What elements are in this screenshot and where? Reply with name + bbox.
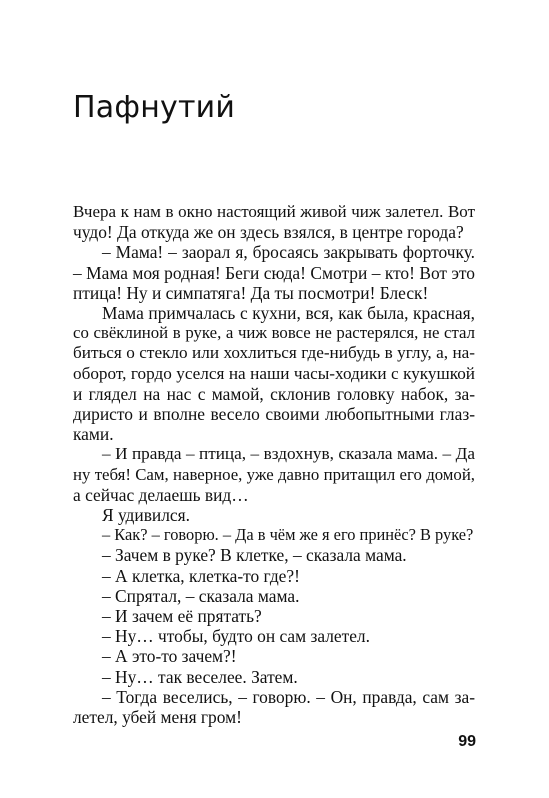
text-line: – И правда – птица, – вздохнув, сказала мама. – Да (102, 444, 475, 464)
text-line: диристо и вполне весело своими любопытными глаз- (73, 404, 475, 425)
text-line: биться о стекло или хохлиться где-нибудь в углу, а, на- (73, 343, 475, 363)
text-line: ками. (73, 424, 114, 445)
text-line: – Мама! – заорал я, бросаясь закрывать форточку. (102, 242, 475, 263)
text-line: – Ну… чтобы, будто он сам залетел. (102, 626, 370, 647)
text-line: – Мама моя родная! Беги сюда! Смотри – кто! Вот это (73, 262, 475, 283)
text-line: – А это-то зачем?! (102, 646, 237, 667)
page-number: 99 (458, 733, 476, 750)
text-line: а сейчас делаешь вид… (73, 484, 249, 505)
text-line: ну тебя! Сам, наверное, уже давно притащил его домой, (73, 464, 475, 484)
text-line: – И зачем её прятать? (102, 606, 262, 627)
text-line: – Спрятал, – сказала мама. (102, 585, 300, 606)
text-line: и глядел на нас с мамой, склонив головку набок, за- (73, 383, 475, 404)
story-text (73, 202, 475, 727)
text-line: – Ну… так веселее. Затем. (102, 666, 298, 687)
text-line: – А клетка, клетка-то где?! (102, 565, 300, 586)
text-line: Мама примчалась с кухни, вся, как была, красная, (102, 303, 475, 324)
text-line: Вчера к нам в окно настоящий живой чиж залетел. Вот (73, 202, 475, 221)
text-line: – Тогда веселись, – говорю. – Он, правда, сам за- (102, 686, 475, 707)
text-line: оборот, гордо уселся на наши часы-ходики с кукушкой (73, 363, 475, 383)
text-line: Я удивился. (102, 505, 190, 526)
text-line: – Зачем в руке? В клетке, – сказала мама. (102, 545, 407, 566)
text-line: со свёклиной в руке, а чиж вовсе не растерялся, не стал (73, 323, 475, 343)
text-line: птица! Ну и симпатяга! Да ты посмотри! Блеск! (73, 282, 429, 303)
chapter-title: Пафнутий (73, 90, 236, 125)
text-line: летел, убей меня гром! (73, 707, 242, 728)
text-line: – Как? – говорю. – Да в чём же я его принёс? В руке? (102, 525, 474, 545)
text-line: чудо! Да откуда же он здесь взялся, в центре города? (73, 222, 464, 243)
